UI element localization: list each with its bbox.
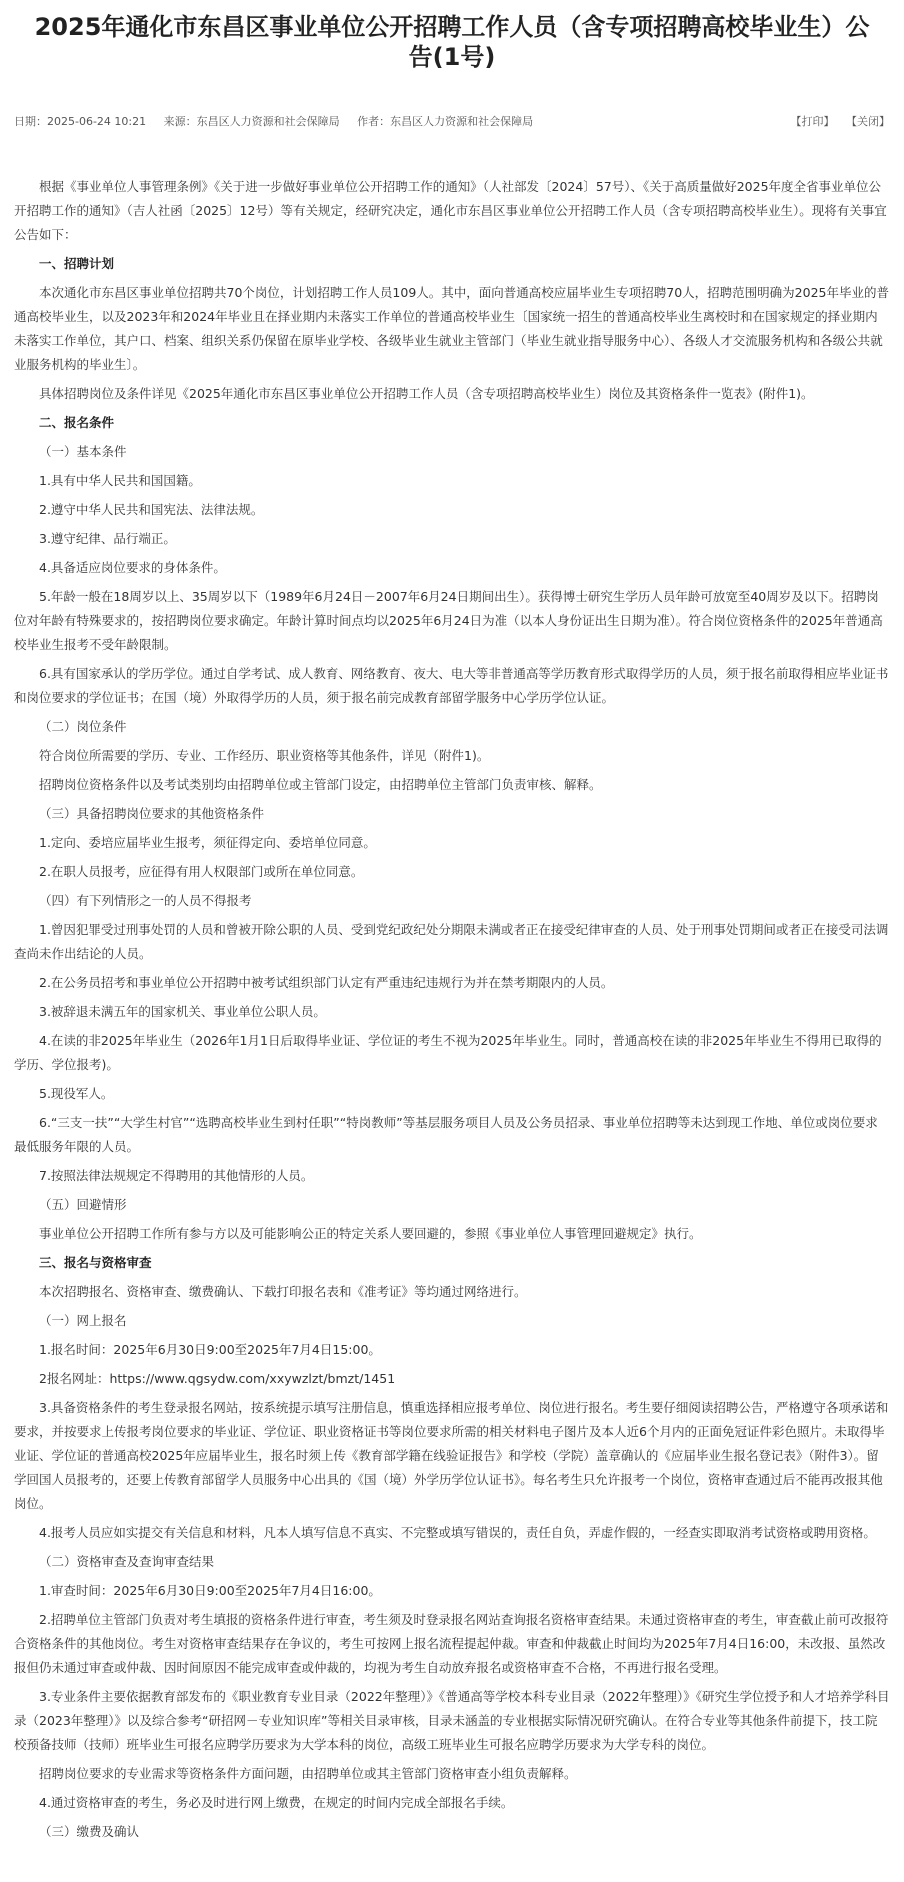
- body-paragraph: （二）资格审查及查询审查结果: [39, 1554, 215, 1569]
- body-paragraph: （一）网上报名: [39, 1313, 127, 1328]
- print-link[interactable]: 【打印】: [790, 115, 835, 128]
- body-paragraph: 5.现役军人。: [39, 1086, 114, 1101]
- body-paragraph: 1.定向、委培应届毕业生报考，须征得定向、委培单位同意。: [39, 835, 376, 850]
- body-paragraph: （五）回避情形: [39, 1197, 127, 1212]
- article-title: 2025年通化市东昌区事业单位公开招聘工作人员（含专项招聘高校毕业生）公告(1号): [34, 13, 870, 71]
- body-paragraph: 3.遵守纪律、品行端正。: [39, 531, 176, 546]
- article-source: 来源：东昌区人力资源和社会保障局: [163, 115, 340, 128]
- body-paragraph: 2.招聘单位主管部门负责对考生填报的资格条件进行审查，考生须及时登录报名网站查询报名资格审查结果。未通过资格审查的考生，审查截止前可改报符合资格条件的其他岗位。考生对资格审查结果存在争议的，考生可按网上报名流程提起仲裁。审查和仲裁截止时间均为2025年7月4日16:00，未改报、虽然改报但仍未通过审查或仲裁、因时间原因不能完成审查或仲裁的，均视为考生自动放弃报名或资格审查不合格，不再进行报名受理。: [14, 1612, 889, 1675]
- section-heading: 三、报名与资格审查: [39, 1255, 152, 1270]
- body-paragraph: 6.“三支一扶”“大学生村官”“选聘高校毕业生到村任职”“特岗教师”等基层服务项目人员及公务员招录、事业单位招聘等未达到现工作地、单位或岗位要求最低服务年限的人员。: [14, 1115, 878, 1154]
- body-paragraph: 根据《事业单位人事管理条例》《关于进一步做好事业单位公开招聘工作的通知》（人社部发〔2024〕57号）、《关于高质量做好2025年度全省事业单位公开招聘工作的通知》（吉人社函〔2025〕12号）等有关规定，经研究决定，通化市东昌区事业单位公开招聘工作人员（含专项招聘高校毕业生）。现将有关事宜公告如下：: [14, 179, 887, 242]
- body-paragraph: 2.遵守中华人民共和国宪法、法律法规。: [39, 502, 264, 517]
- body-paragraph: 符合岗位所需要的学历、专业、工作经历、职业资格等其他条件，详见（附件1)。: [39, 748, 490, 763]
- body-paragraph: 7.按照法律法规规定不得聘用的其他情形的人员。: [39, 1168, 314, 1183]
- body-paragraph: 事业单位公开招聘工作所有参与方以及可能影响公正的特定关系人要回避的，参照《事业单位人事管理回避规定》执行。: [39, 1226, 702, 1241]
- body-paragraph: 具体招聘岗位及条件详见《2025年通化市东昌区事业单位公开招聘工作人员（含专项招聘高校毕业生）岗位及其资格条件一览表》(附件1)。: [39, 386, 814, 401]
- section-heading: 二、报名条件: [39, 415, 115, 430]
- section-heading: 一、招聘计划: [39, 256, 115, 271]
- publish-date: 日期：2025-06-24 10:21: [14, 115, 147, 128]
- body-paragraph: 1.审查时间：2025年6月30日9:00至2025年7月4日16:00。: [39, 1583, 381, 1598]
- body-paragraph: 5.年龄一般在18周岁以上、35周岁以下（1989年6月24日－2007年6月24日期间出生）。获得博士研究生学历人员年龄可放宽至40周岁及以下。招聘岗位对年龄有特殊要求的，按招聘岗位要求确定。年龄计算时间点均以2025年6月24日为准（以本人身份证出生日期为准）。符合岗位资格条件的2025年普通高校毕业生报考不受年龄限制。: [14, 589, 883, 652]
- article-body: [14, 175, 890, 1844]
- body-paragraph: 2报名网址：https://www.qgsydw.com/xxywzlzt/bmzt/1451: [39, 1371, 396, 1386]
- body-paragraph: 4.在读的非2025年毕业生（2026年1月1日后取得毕业证、学位证的考生不视为2025年毕业生。同时，普通高校在读的非2025年毕业生不得用已取得的学历、学位报考)。: [14, 1033, 882, 1072]
- body-paragraph: （四）有下列情形之一的人员不得报考: [39, 893, 252, 908]
- body-paragraph: 6.具有国家承认的学历学位。通过自学考试、成人教育、网络教育、夜大、电大等非普通高等学历教育形式取得学历的人员，须于报名前取得相应毕业证书和岗位要求的学位证书；在国（境）外取得学历的人员，须于报名前完成教育部留学服务中心学历学位认证。: [14, 666, 889, 705]
- article-meta: [14, 112, 890, 130]
- meta-info: [14, 113, 547, 129]
- body-paragraph: （三）缴费及确认: [39, 1824, 140, 1839]
- body-paragraph: 本次招聘报名、资格审查、缴费确认、下载打印报名表和《准考证》等均通过网络进行。: [39, 1284, 527, 1299]
- body-paragraph: 4.通过资格审查的考生，务必及时进行网上缴费，在规定的时间内完成全部报名手续。: [39, 1795, 514, 1810]
- body-paragraph: 招聘岗位要求的专业需求等资格条件方面问题，由招聘单位或其主管部门资格审查小组负责解释。: [39, 1766, 577, 1781]
- body-paragraph: 本次通化市东昌区事业单位招聘共70个岗位，计划招聘工作人员109人。其中，面向普通高校应届毕业生专项招聘70人，招聘范围明确为2025年毕业的普通高校毕业生，以及2023年和2024年毕业且在择业期内未落实工作单位的普通高校毕业生〔国家统一招生的普通高校毕业生离校时和在国家规定的择业期内未落实工作单位，其户口、档案、组织关系仍保留在原毕业学校、各级毕业生就业主管部门（毕业生就业指导服务中心）、各级人才交流服务机构和各级公共就业服务机构的毕业生〕。: [14, 285, 889, 372]
- body-paragraph: 3.专业条件主要依据教育部发布的《职业教育专业目录（2022年整理）》《普通高等学校本科专业目录（2022年整理）》《研究生学位授予和人才培养学科目录（2023年整理）》以及综合参考“研招网－专业知识库”等相关目录审核，目录未涵盖的专业根据实际情况研究确认。在符合专业等其他条件前提下，技工院校预备技师（技师）班毕业生可报名应聘学历要求为大学本科的岗位，高级工班毕业生可报名应聘学历要求为大学专科的岗位。: [14, 1689, 890, 1752]
- body-paragraph: 2.在职人员报考，应征得有用人权限部门或所在单位同意。: [39, 864, 364, 879]
- body-paragraph: 2.在公务员招考和事业单位公开招聘中被考试组织部门认定有严重违纪违规行为并在禁考期限内的人员。: [39, 975, 614, 990]
- body-paragraph: 1.具有中华人民共和国国籍。: [39, 473, 201, 488]
- body-paragraph: 3.被辞退未满五年的国家机关、事业单位公职人员。: [39, 1004, 326, 1019]
- body-paragraph: 3.具备资格条件的考生登录报名网站，按系统提示填写注册信息，慎重选择相应报考单位、岗位进行报名。考生要仔细阅读招聘公告，严格遵守各项承诺和要求，并按要求上传报考岗位要求的毕业证、学位证、职业资格证书等岗位要求所需的相关材料电子图片及本人近6个月内的正面免冠证件彩色照片。未取得毕业证、学位证的普通高校2025年应届毕业生，报名时须上传《教育部学籍在线验证报告》和学校（学院）盖章确认的《应届毕业生报名登记表》（附件3）。留学回国人员报考的，还要上传教育部留学人员服务中心出具的《国（境）外学历学位认证书》。每名考生只允许报考一个岗位，资格审查通过后不能再改报其他岗位。: [14, 1400, 889, 1511]
- body-paragraph: 1.曾因犯罪受过刑事处罚的人员和曾被开除公职的人员、受到党纪政纪处分期限未满或者正在接受纪律审查的人员、处于刑事处罚期间或者正在接受司法调查尚未作出结论的人员。: [14, 922, 889, 961]
- body-paragraph: （一）基本条件: [39, 444, 127, 459]
- body-paragraph: （三）具备招聘岗位要求的其他资格条件: [39, 806, 265, 821]
- body-paragraph: （二）岗位条件: [39, 719, 127, 734]
- close-link[interactable]: 【关闭】: [846, 115, 890, 128]
- article-author: 作者：东昌区人力资源和社会保障局: [357, 115, 534, 128]
- meta-actions: [783, 113, 891, 129]
- body-paragraph: 4.具备适应岗位要求的身体条件。: [39, 560, 226, 575]
- body-paragraph: 1.报名时间：2025年6月30日9:00至2025年7月4日15:00。: [39, 1342, 381, 1357]
- body-paragraph: 4.报考人员应如实提交有关信息和材料，凡本人填写信息不真实、不完整或填写错误的，责任自负，弄虚作假的，一经查实即取消考试资格或聘用资格。: [39, 1525, 876, 1540]
- body-paragraph: 招聘岗位资格条件以及考试类别均由招聘单位或主管部门设定，由招聘单位主管部门负责审核、解释。: [39, 777, 602, 792]
